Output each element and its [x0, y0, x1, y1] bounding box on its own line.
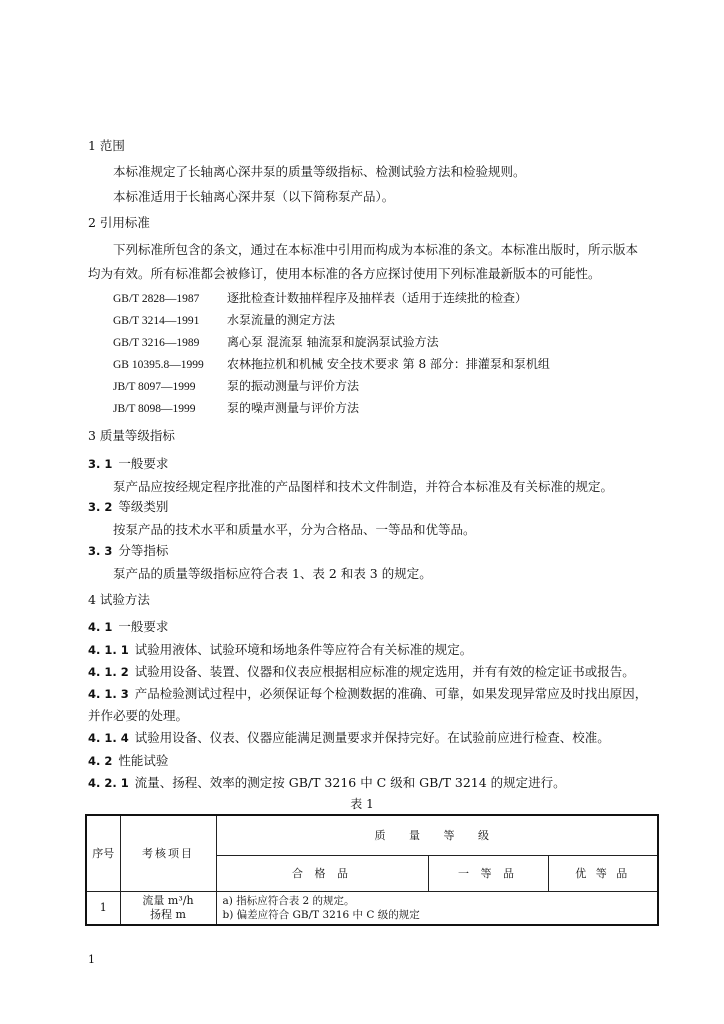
section-2-paragraph-line-2: 均为有效。所有标准都会被修订，使用本标准的各方应探讨使用下列标准最新版本的可能性。: [88, 266, 601, 281]
section-1-heading: 1 范围: [88, 138, 125, 153]
section-number: 4. 1. 4: [88, 731, 129, 745]
header-excellent: 优 等 品: [548, 855, 658, 891]
reference-code: JB/T 8098—1999: [113, 403, 196, 415]
row-requirement: [216, 891, 658, 925]
section-title: 一般要求: [118, 619, 169, 634]
section-text: 流量、扬程、效率的测定按 GB/T 3216 中 C 级和 GB/T 3214 的规定进行。: [134, 775, 566, 790]
requirement-line-1: a) 指标应符合表 2 的规定。: [222, 894, 355, 907]
header-pass: 合 格 品: [216, 855, 428, 891]
reference-item: [113, 355, 550, 374]
reference-code: GB/T 2828—1987: [113, 293, 200, 305]
reference-title: 泵的振动测量与评价方法: [227, 379, 360, 393]
reference-item: [113, 377, 359, 396]
row-item: [120, 891, 216, 925]
section-number: 4. 1: [88, 620, 113, 634]
section-text: 试验用设备、仪表、仪器应能满足测量要求并保持完好。在试验前应进行检查、校准。: [134, 730, 610, 745]
reference-item: [113, 289, 527, 308]
section-number: 4. 1. 3: [88, 687, 129, 701]
section-3-2-paragraph: 按泵产品的技术水平和质量水平，分为合格品、一等品和优等品。: [113, 522, 476, 537]
header-item: 考核项目: [120, 815, 216, 891]
section-2-heading: 2 引用标准: [88, 215, 150, 230]
section-text: 试验用设备、装置、仪器和仪表应根据相应标准的规定选用，并有有效的检定证书或报告。: [134, 664, 635, 679]
reference-code: GB/T 3216—1989: [113, 337, 200, 349]
row-index: 1: [86, 891, 120, 925]
section-4-1-2-paragraph: [88, 663, 635, 681]
section-3-1-heading: [88, 455, 168, 473]
quality-grade-table: [85, 814, 659, 926]
section-4-1-heading: [88, 618, 168, 636]
section-4-1-3-paragraph: [88, 685, 647, 703]
reference-title: 农林拖拉机和机械 安全技术要求 第 8 部分：排灌泵和泵机组: [227, 357, 550, 371]
row-item-line-2: 扬程 m: [150, 907, 186, 921]
section-3-heading: 3 质量等级指标: [88, 428, 175, 443]
section-4-heading: 4 试验方法: [88, 592, 150, 607]
section-4-1-1-paragraph: [88, 641, 472, 659]
row-item-line-1: 流量 m³/h: [142, 893, 194, 907]
header-first: 一 等 品: [428, 855, 548, 891]
section-number: 3. 1: [88, 457, 113, 471]
reference-title: 水泵流量的测定方法: [227, 313, 336, 327]
section-number: 4. 2: [88, 754, 113, 768]
section-text: 产品检验测试过程中，必须保证每个检测数据的准确、可靠，如果发现异常应及时找出原因，: [134, 686, 648, 701]
reference-item: [113, 311, 335, 330]
section-4-2-1-paragraph: [88, 774, 566, 792]
section-text: 试验用液体、试验环境和场地条件等应符合有关标准的规定。: [134, 642, 473, 657]
header-grade: 质 量 等 级: [216, 815, 658, 855]
section-title: 性能试验: [118, 753, 169, 768]
section-4-2-heading: [88, 752, 168, 770]
section-4-1-3-paragraph-continued: 并作必要的处理。: [88, 708, 189, 723]
section-1-paragraph-2: 本标准适用于长轴离心深井泵（以下简称泵产品）。: [113, 189, 395, 204]
section-1-paragraph-1: 本标准规定了长轴离心深井泵的质量等级指标、检测试验方法和检验规则。: [113, 164, 526, 179]
reference-item: [113, 399, 359, 418]
reference-code: GB/T 3214—1991: [113, 315, 200, 327]
section-title: 等级类别: [118, 499, 169, 514]
section-number: 3. 3: [88, 544, 113, 558]
section-3-1-paragraph: 泵产品应按经规定程序批准的产品图样和技术文件制造，并符合本标准及有关标准的规定。: [113, 479, 614, 494]
section-2-paragraph-line-1: 下列标准所包含的条文，通过在本标准中引用而构成为本标准的条文。本标准出版时，所示版本: [113, 242, 639, 257]
header-index: 序号: [86, 815, 120, 891]
section-title: 一般要求: [118, 456, 169, 471]
reference-code: JB/T 8097—1999: [113, 381, 196, 393]
reference-item: [113, 333, 439, 352]
page-number: 1: [88, 953, 95, 966]
reference-title: 逐批检查计数抽样程序及抽样表（适用于连续批的检查）: [227, 291, 528, 305]
section-number: 3. 2: [88, 500, 113, 514]
reference-title: 离心泵 混流泵 轴流泵和旋涡泵试验方法: [227, 335, 439, 349]
section-number: 4. 1. 2: [88, 665, 129, 679]
section-number: 4. 2. 1: [88, 776, 129, 790]
reference-code: GB 10395.8—1999: [113, 359, 204, 371]
requirement-line-2: b) 偏差应符合 GB/T 3216 中 C 级的规定: [222, 908, 420, 921]
section-title: 分等指标: [118, 543, 169, 558]
section-4-1-4-paragraph: [88, 729, 610, 747]
section-3-2-heading: [88, 498, 168, 516]
section-3-3-paragraph: 泵产品的质量等级指标应符合表 1、表 2 和表 3 的规定。: [113, 566, 432, 581]
reference-title: 泵的噪声测量与评价方法: [227, 401, 360, 415]
table-caption: 表 1: [350, 797, 374, 811]
section-3-3-heading: [88, 542, 168, 560]
section-number: 4. 1. 1: [88, 643, 129, 657]
